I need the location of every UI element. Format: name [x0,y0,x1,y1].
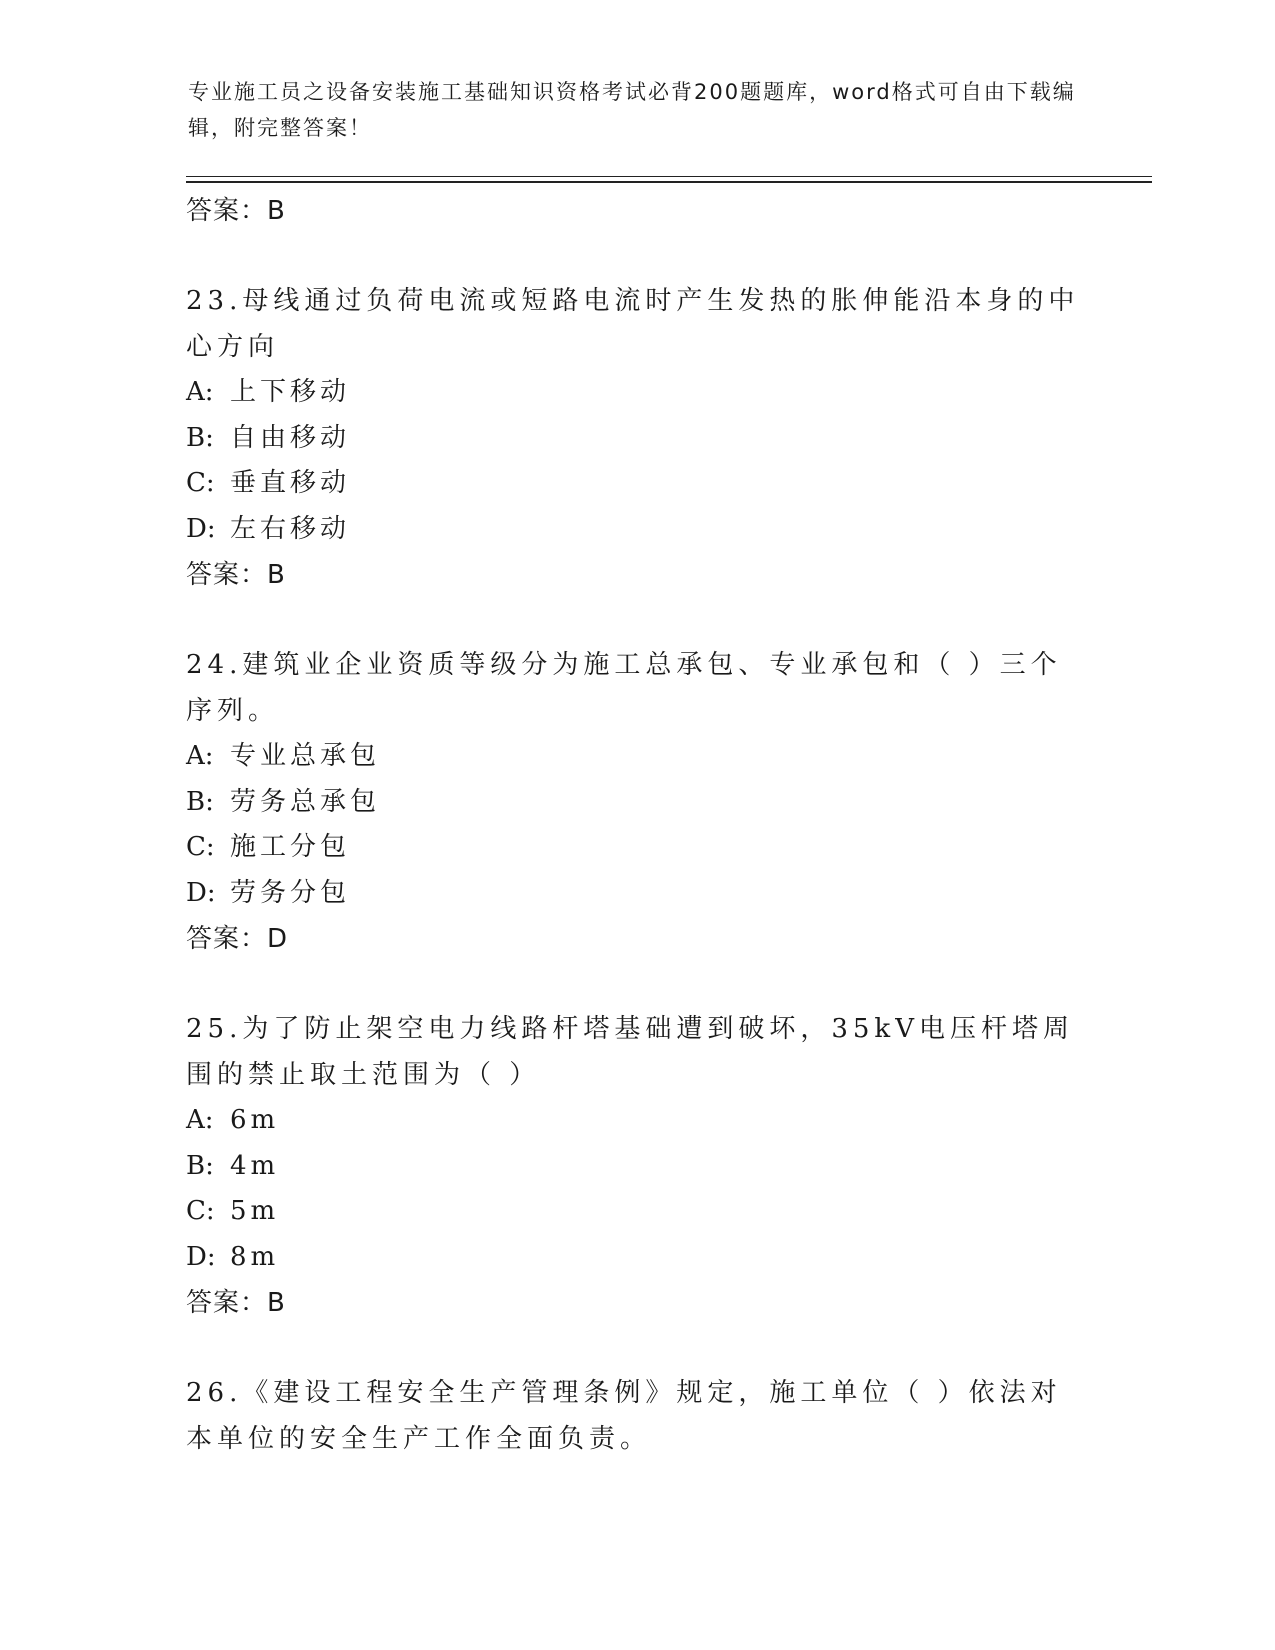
option-text: 劳务分包 [230,877,351,908]
question-25 [186,1006,1086,1326]
option-text: 劳务总承包 [230,786,381,817]
option-text: 上下移动 [230,377,351,407]
option-label: B: [186,1150,214,1181]
option-label: D: [186,513,216,544]
option-label: B: [186,786,214,817]
option-d [186,871,1086,917]
option-a [186,370,1086,416]
question-24 [186,642,1086,962]
option-text: 垂直移动 [230,468,351,498]
option-text: 4m [230,1150,280,1181]
header-rule-thick [186,181,1152,183]
question-text: 26.《建设工程安全生产管理条例》规定，施工单位（ ）依法对本单位的安全生产工作全面负责。 [186,1378,1062,1454]
option-c [186,1189,1086,1235]
option-text: 自由移动 [230,422,351,453]
option-c [186,461,1086,507]
option-text: 8m [230,1241,280,1272]
answer-line: 答案：B [186,196,286,226]
option-text: 施工分包 [230,832,351,862]
option-text: 6m [230,1105,280,1135]
answer-line: 答案：B [186,560,286,590]
option-label: A: [186,741,214,771]
header-rule-thin [186,176,1152,177]
question-23 [186,278,1086,598]
option-b [186,780,1086,826]
option-label: D: [186,1241,216,1272]
option-text: 左右移动 [230,513,351,544]
question-text: 23.母线通过负荷电流或短路电流时产生发热的胀伸能沿本身的中心方向 [186,286,1080,362]
option-b [186,1144,1086,1190]
question-list [186,188,1086,1462]
option-a [186,734,1086,780]
document-header: 专业施工员之设备安装施工基础知识资格考试必背200题题库，word格式可自由下载编辑，附完整答案！ [188,80,1076,140]
option-c [186,825,1086,871]
option-text: 5m [230,1196,280,1226]
option-d [186,507,1086,553]
question-26 [186,1370,1086,1462]
option-label: C: [186,468,215,498]
option-label: C: [186,832,215,862]
option-label: D: [186,877,216,908]
option-label: B: [186,422,214,453]
option-label: A: [186,1105,214,1135]
option-label: A: [186,377,214,407]
answer-line: 答案：D [186,924,289,954]
question-text: 25.为了防止架空电力线路杆塔基础遭到破坏，35kV电压杆塔周围的禁止取土范围为（ ） [186,1014,1074,1090]
option-d [186,1235,1086,1281]
option-text: 专业总承包 [230,741,381,771]
option-b [186,416,1086,462]
question-text: 24.建筑业企业资质等级分为施工总承包、专业承包和（ ）三个序列。 [186,650,1062,726]
option-label: C: [186,1196,215,1226]
answer-line: 答案：B [186,1288,286,1318]
option-a [186,1098,1086,1144]
